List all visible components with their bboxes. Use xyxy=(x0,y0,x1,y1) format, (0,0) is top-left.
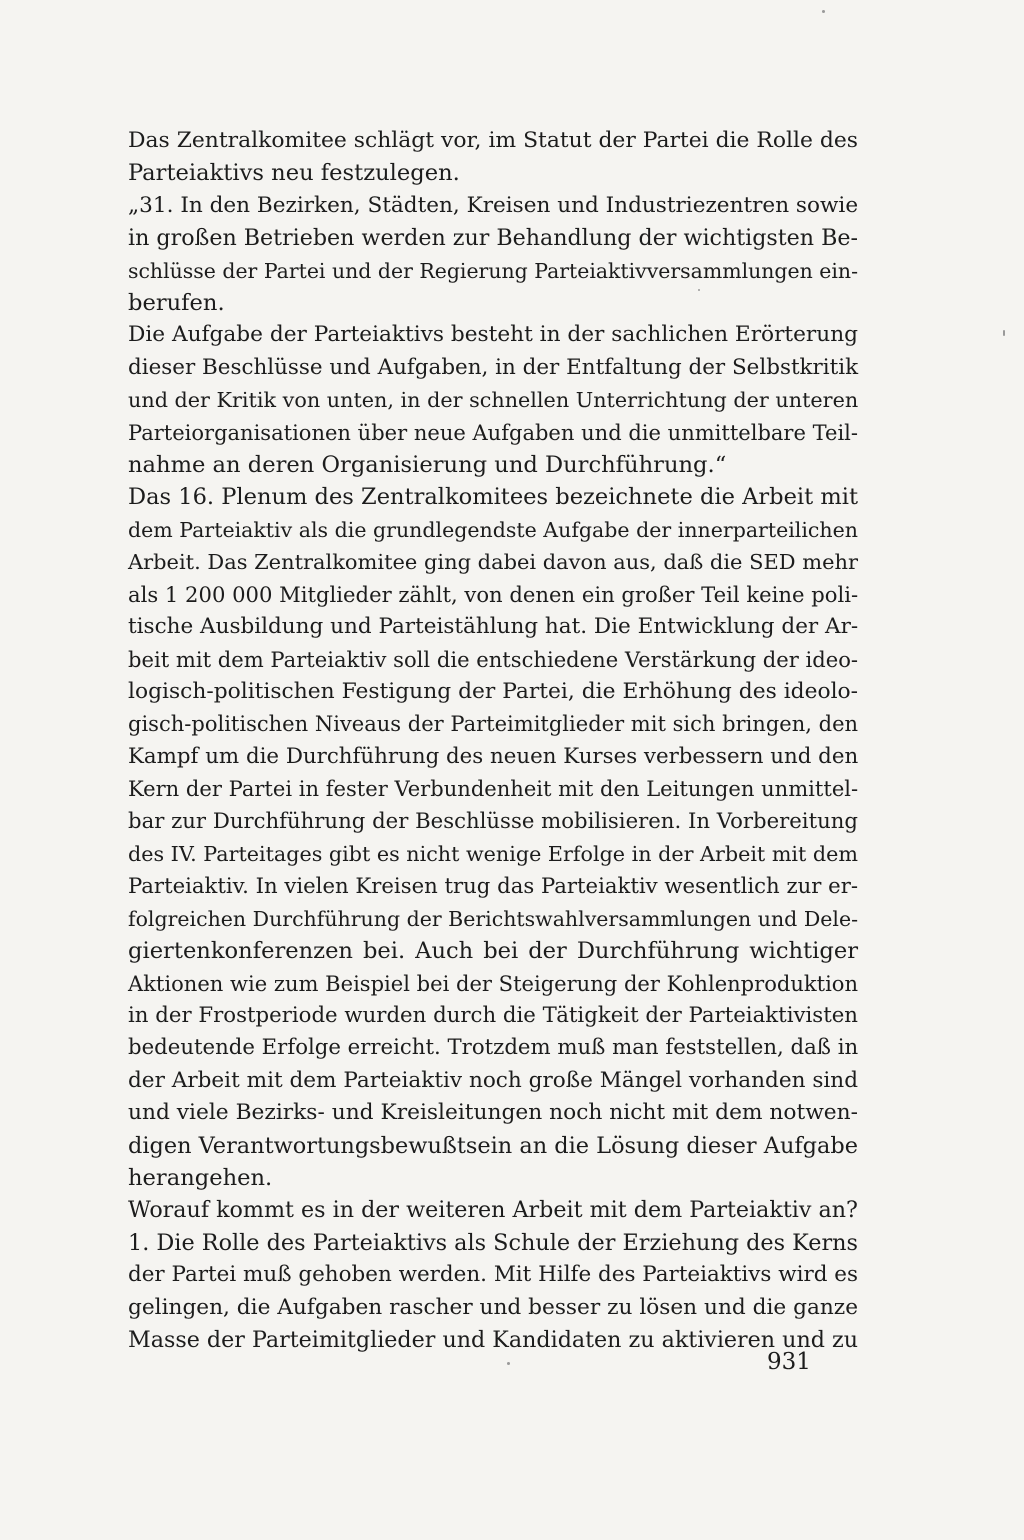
body-text xyxy=(128,125,858,1356)
text-line: berufen. xyxy=(128,290,225,317)
paragraph xyxy=(128,125,858,190)
print-speck xyxy=(822,10,825,13)
text-line: in großen Betrieben werden zur Behandlung der wichtigsten Be- xyxy=(128,225,858,252)
text-line: bedeutende Erfolge erreicht. Trotzdem muß man feststellen, daß in xyxy=(128,1035,859,1061)
text-line: der Partei muß gehoben werden. Mit Hilfe des Parteiaktivs wird es xyxy=(128,1262,858,1288)
text-line: folgreichen Durchführung der Berichtswahlversammlungen und Dele- xyxy=(128,906,858,931)
text-line: tische Ausbildung und Parteistählung hat. Die Entwicklung der Ar- xyxy=(128,614,859,640)
text-line: bar zur Durchführung der Beschlüsse mobilisieren. In Vorbereitung xyxy=(128,808,858,834)
text-line: Die Aufgabe der Parteiaktivs besteht in der sachlichen Erörterung xyxy=(128,322,858,348)
text-line: beit mit dem Parteiaktiv soll die entschiedene Verstärkung der ideo- xyxy=(128,646,859,672)
text-line: Das Zentralkomitee schlägt vor, im Statut der Partei die Rolle des xyxy=(128,128,858,153)
text-line: in der Frostperiode wurden durch die Tätigkeit der Parteiaktivisten xyxy=(128,1002,858,1028)
text-line: gisch-politischen Niveaus der Parteimitglieder mit sich bringen, den xyxy=(128,711,859,737)
print-speck xyxy=(698,289,700,291)
text-line: dieser Beschlüsse und Aufgaben, in der Entfaltung der Selbstkritik xyxy=(128,354,859,380)
text-line: Parteiaktiv. In vielen Kreisen trug das Parteiaktiv wesentlich zur er- xyxy=(128,873,858,899)
text-line: Kampf um die Durchführung des neuen Kurses verbessern und den xyxy=(128,743,859,769)
paragraph xyxy=(128,190,858,320)
text-line: Masse der Parteimitglieder und Kandidaten zu aktivieren und zu xyxy=(128,1327,858,1354)
text-line: Aktionen wie zum Beispiel bei der Steigerung der Kohlenproduktion xyxy=(128,970,858,996)
text-line: Arbeit. Das Zentralkomitee ging dabei davon aus, daß die SED mehr xyxy=(128,550,858,575)
page-number: 931 xyxy=(767,1349,811,1375)
print-speck xyxy=(1003,330,1005,336)
text-line: Parteiaktivs neu festzulegen. xyxy=(128,160,460,187)
text-line: giertenkonferenzen bei. Auch bei der Durchführung wichtiger xyxy=(128,938,858,965)
text-line: digen Verantwortungsbewußtsein an die Lösung dieser Aufgabe xyxy=(128,1132,858,1159)
text-line: dem Parteiaktiv als die grundlegendste Aufgabe der innerparteilichen xyxy=(128,517,858,542)
text-line: Das 16. Plenum des Zentralkomitees bezeichnete die Arbeit mit xyxy=(128,484,858,511)
text-line: gelingen, die Aufgaben rascher und besser zu lösen und die ganze xyxy=(128,1294,858,1320)
paragraph xyxy=(128,481,858,1194)
text-line: 1. Die Rolle des Parteiaktivs als Schule der Erziehung des Kerns xyxy=(128,1229,858,1256)
text-line: und viele Bezirks- und Kreisleitungen noch nicht mit dem notwen- xyxy=(128,1100,858,1126)
text-line: nahme an deren Organisierung und Durchführung.“ xyxy=(128,452,727,479)
text-line: „31. In den Bezirken, Städten, Kreisen und Industriezentren sowie xyxy=(128,192,859,218)
paragraph xyxy=(128,1227,858,1357)
text-line: und der Kritik von unten, in der schnellen Unterrichtung der unteren xyxy=(128,388,859,413)
paragraph xyxy=(128,319,858,481)
text-line: Worauf kommt es in der weiteren Arbeit mit dem Parteiaktiv an? xyxy=(128,1197,858,1224)
text-line: herangehen. xyxy=(128,1165,273,1191)
text-line: Kern der Partei in fester Verbundenheit mit den Leitungen unmittel- xyxy=(128,776,859,802)
text-line: des IV. Parteitages gibt es nicht wenige Erfolge in der Arbeit mit dem xyxy=(128,841,858,866)
text-line: logisch-politischen Festigung der Partei, die Erhöhung des ideolo- xyxy=(128,678,858,704)
text-line: Parteiorganisationen über neue Aufgaben und die unmittelbare Teil- xyxy=(128,419,858,445)
paragraph xyxy=(128,1194,858,1226)
text-line: als 1 200 000 Mitglieder zählt, von denen ein großer Teil keine poli- xyxy=(128,581,859,607)
text-line: schlüsse der Partei und der Regierung Parteiaktivversammlungen ein- xyxy=(128,258,858,283)
text-line: der Arbeit mit dem Parteiaktiv noch große Mängel vorhanden sind xyxy=(128,1067,858,1093)
print-speck xyxy=(507,1362,510,1365)
